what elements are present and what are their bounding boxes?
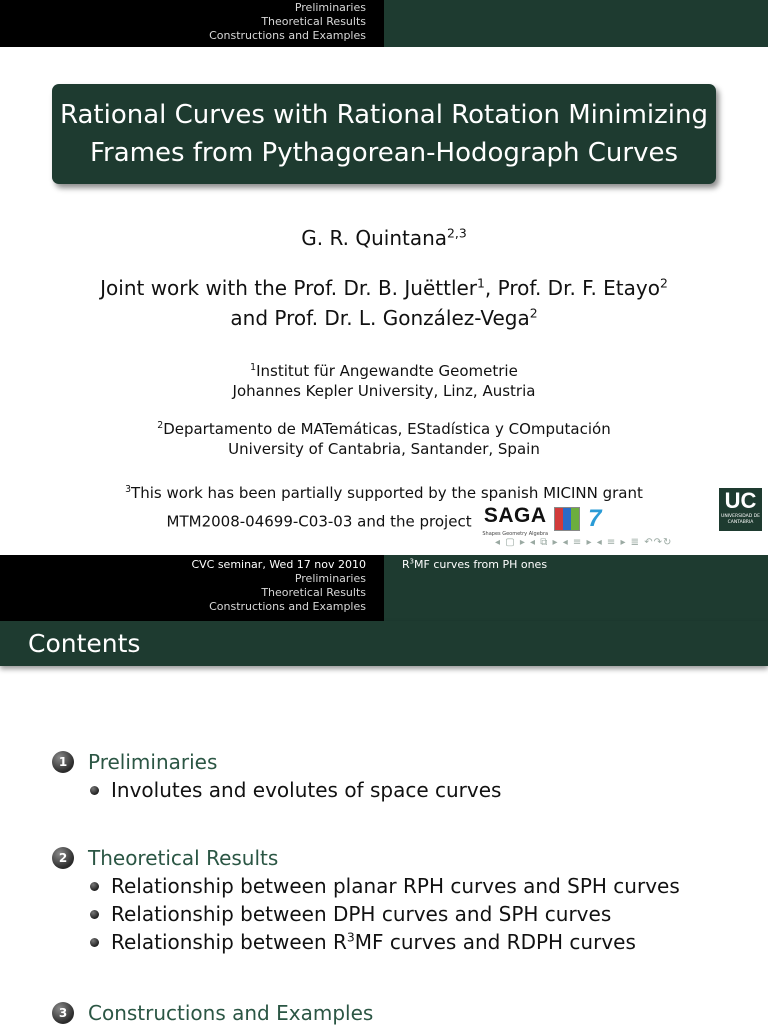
toc-section-2[interactable] xyxy=(52,846,278,870)
footer-event: CVC seminar, Wed 17 nov 2010 xyxy=(191,558,366,571)
top-header-bar xyxy=(0,0,768,47)
joint-work-line-1: Joint work with the Prof. Dr. B. Juëttler$^1$, Prof. Dr. F. Etayo$^2$ xyxy=(100,275,668,300)
affiliation-2: $^2$Departamento de MATemáticas, EStadística y COmputación University of Cantabria, Santander, Spain xyxy=(157,420,611,458)
footer-header-bar xyxy=(0,555,768,621)
header-section-theoretical-results[interactable]: Theoretical Results xyxy=(261,15,366,28)
joint-work-line-2: and Prof. Dr. L. González-Vega$^2$ xyxy=(230,305,538,330)
section-number-badge: 1 xyxy=(52,751,74,773)
joint-work xyxy=(0,273,768,333)
affiliation-1: $^1$Institut für Angewandte Geometrie Johannes Kepler University, Linz, Austria xyxy=(232,362,536,400)
beamer-navigation-icon[interactable]: ◂ ▢ ▸ ◂ ⧉ ▸ ◂ ≡ ▸ ◂ ≡ ▸ ≣ ↶↷↻ xyxy=(495,537,673,548)
section-number-badge: 2 xyxy=(52,847,74,869)
toc-subsection[interactable]: Relationship between DPH curves and SPH curves xyxy=(90,902,611,926)
title-line-1: Rational Curves with Rational Rotation Minimizing xyxy=(59,100,708,130)
bullet-icon xyxy=(90,882,99,891)
contents-title: Contents xyxy=(0,621,768,666)
footer-title: $R^3MF$ curves from PH ones xyxy=(384,555,768,621)
toc-section-title[interactable]: Constructions and Examples xyxy=(88,1001,374,1025)
author: G. R. Quintana$^{2,3}$ xyxy=(301,225,467,250)
nav-section-preliminaries[interactable]: Preliminaries xyxy=(294,572,366,585)
bullet-icon xyxy=(90,910,99,919)
top-header-sections xyxy=(0,0,384,47)
toc-section-1[interactable] xyxy=(52,750,217,774)
toc-subsection[interactable]: Relationship between $R^3MF$ curves and RDPH curves xyxy=(90,930,636,954)
header-section-constructions[interactable]: Constructions and Examples xyxy=(209,29,366,42)
saga-logo: SAGA Shapes Geometry Algebra 7 xyxy=(482,504,602,537)
toc-section-3[interactable] xyxy=(52,1001,373,1025)
affiliation-3: $^3$This work has been partially supported by the spanish MICINN grant MTM2008-04699-C03-03 and the project SAGA Shapes Geometry Algebra 7 xyxy=(125,484,643,537)
toc-section-title[interactable]: Theoretical Results xyxy=(88,846,279,870)
section-number-badge: 3 xyxy=(52,1002,74,1024)
toc-section-title[interactable]: Preliminaries xyxy=(88,750,218,774)
header-section-preliminaries[interactable]: Preliminaries xyxy=(294,1,366,14)
toc-subsection[interactable]: Relationship between planar RPH curves and SPH curves xyxy=(90,874,680,898)
nav-section-theoretical-results[interactable]: Theoretical Results xyxy=(261,586,366,599)
bullet-icon xyxy=(90,938,99,947)
footer-left xyxy=(0,555,384,621)
nav-section-constructions[interactable]: Constructions and Examples xyxy=(209,600,366,613)
toc-subsection[interactable]: Involutes and evolutes of space curves xyxy=(90,778,501,802)
uc-logo: UC UNIVERSIDAD DE CANTABRIA xyxy=(719,488,762,531)
seven-logo-icon: 7 xyxy=(588,505,602,532)
project-logo-icon xyxy=(554,507,580,531)
bullet-icon xyxy=(90,786,99,795)
top-header-right xyxy=(384,0,768,47)
title-line-2: Frames from Pythagorean-Hodograph Curves xyxy=(89,138,679,168)
title-box xyxy=(52,84,716,184)
